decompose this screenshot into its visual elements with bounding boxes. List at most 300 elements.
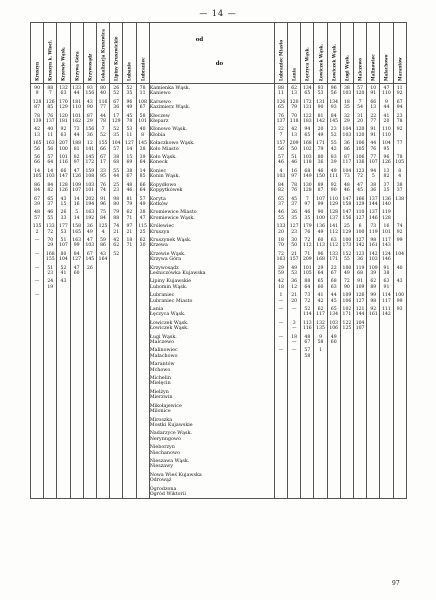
table-cell: 76 74 — [96, 181, 109, 195]
table-cell: 23 78 — [393, 112, 406, 126]
table-cell — [380, 485, 393, 499]
table-cell — [123, 264, 136, 278]
table-cell: 7 52 — [96, 125, 109, 139]
table-row — [31, 236, 407, 250]
table-cell — [110, 374, 123, 388]
table-cell — [123, 471, 136, 485]
column-header-label: Lubraniec Miasto — [278, 39, 284, 81]
place-names: Mikołajewice Milonice — [149, 402, 274, 416]
table-cell — [136, 374, 149, 388]
table-cell — [393, 346, 406, 360]
table-cell — [31, 346, 44, 360]
table-cell — [136, 416, 149, 430]
table-cell — [327, 360, 340, 374]
place-names: Koło Wąsk. Koneck — [149, 153, 274, 167]
table-cell — [123, 277, 136, 291]
table-cell — [44, 374, 57, 388]
table-cell: 63 91 — [380, 277, 393, 291]
table-cell — [288, 443, 301, 457]
table-cell — [301, 416, 314, 430]
table-cell — [354, 443, 367, 457]
table-cell — [314, 443, 327, 457]
table-cell: 91 91 — [367, 125, 380, 139]
route-header — [149, 23, 274, 84]
column-header-label: Krzywosądz — [87, 53, 93, 81]
table-cell — [314, 402, 327, 416]
table-cell: 43 15 — [57, 195, 70, 209]
table-cell: 110 127 — [354, 208, 367, 222]
place-names: Lania Łęczyca Wąsk. — [149, 305, 274, 319]
table-row — [31, 139, 407, 153]
table-cell: 81 79 — [123, 195, 136, 209]
table-cell: 51 107 — [57, 236, 70, 250]
table-cell — [393, 208, 406, 222]
table-cell — [301, 429, 314, 443]
table-cell — [136, 471, 149, 485]
right-column-header — [327, 23, 340, 84]
table-cell — [274, 416, 287, 430]
table-cell: 31 20 — [354, 112, 367, 126]
place-names: Kruszynek Wąsk. Krzewa — [149, 236, 274, 250]
place-names: Kłonowo Wąsk. Kłobia — [149, 125, 274, 139]
table-cell: 4 103 — [274, 167, 287, 181]
table-cell — [136, 291, 149, 305]
table-cell — [110, 485, 123, 499]
table-cell: 29 59 — [274, 264, 287, 278]
table-cell: 156 36 — [83, 125, 96, 139]
table-cell — [393, 429, 406, 443]
table-cell: 22 77 — [367, 112, 380, 126]
table-cell — [301, 374, 314, 388]
table-cell — [367, 374, 380, 388]
table-cell — [70, 416, 83, 430]
table-cell — [123, 388, 136, 402]
place-names: Lubraniec Lubraniec Miasto — [149, 291, 274, 305]
table-cell — [44, 471, 57, 485]
table-cell — [110, 264, 123, 278]
table-cell: 40 8 — [136, 125, 149, 139]
page-number: 97 — [392, 580, 400, 587]
table-cell — [380, 429, 393, 443]
table-cell — [96, 264, 109, 278]
table-cell — [123, 319, 136, 333]
table-cell: 59 86 — [96, 236, 109, 250]
table-cell: 103 106 — [327, 319, 340, 333]
table-cell — [83, 333, 96, 347]
table-cell: 38 36 — [367, 181, 380, 195]
table-cell: 47 110 — [380, 84, 393, 98]
table-cell — [110, 360, 123, 374]
table-cell: 43 164 — [96, 250, 109, 264]
table-cell: 26 35 — [288, 208, 301, 222]
table-cell: 42 13 — [288, 125, 301, 139]
table-cell: 126 127 — [354, 291, 367, 305]
table-cell: 123 36 — [354, 250, 367, 264]
table-cell: 78 11 — [136, 84, 149, 98]
table-cell: 33 95 — [96, 167, 109, 181]
table-cell: 117 143 — [380, 236, 393, 250]
table-cell: 36 12 — [288, 277, 301, 291]
table-cell: 24 19 — [44, 277, 57, 291]
table-cell: 133 20 — [274, 222, 287, 236]
right-column-header — [288, 23, 301, 84]
table-cell — [44, 416, 57, 430]
table-cell: 36 49 — [83, 222, 96, 236]
table-cell: 127 23 — [288, 222, 301, 236]
table-cell — [314, 374, 327, 388]
table-cell: — — [288, 346, 301, 360]
table-cell: 67 17 — [96, 153, 109, 167]
table-cell — [96, 291, 109, 305]
table-cell: 138 — [393, 195, 406, 209]
table-cell: — — [31, 250, 44, 264]
table-cell — [57, 485, 70, 499]
table-cell: 88 64 — [301, 277, 314, 291]
table-cell: 207 100 — [57, 139, 70, 153]
table-cell: 49 60 — [327, 333, 340, 347]
table-cell: — — [274, 333, 287, 347]
table-cell: 62 30 — [136, 236, 149, 250]
table-cell: 44 45 — [327, 291, 340, 305]
table-cell: 18 35 — [340, 98, 353, 112]
table-cell: 90 9 — [31, 84, 44, 98]
table-cell: 92 — [393, 125, 406, 139]
table-cell: 72 163 — [274, 250, 287, 264]
table-cell — [96, 416, 109, 430]
table-cell — [57, 443, 70, 457]
table-cell: 58 101 — [136, 112, 149, 126]
table-row — [31, 319, 407, 333]
table-cell — [354, 374, 367, 388]
table-cell: 48 57 — [31, 208, 44, 222]
table-cell: 10 91 — [367, 84, 380, 98]
table-cell: 25 23 — [110, 181, 123, 195]
table-cell: — — [31, 291, 44, 305]
table-cell — [44, 346, 57, 360]
table-cell: 103 101 — [83, 181, 96, 195]
table-cell: 68 149 — [301, 167, 314, 181]
table-cell — [31, 360, 44, 374]
table-cell — [123, 291, 136, 305]
left-column-header — [57, 23, 70, 84]
table-cell: 113 116 — [301, 319, 314, 333]
table-cell — [393, 457, 406, 471]
table-row — [31, 153, 407, 167]
table-cell: 132 63 — [57, 84, 70, 98]
column-header-label: Kruszyn k. Włocł. — [47, 39, 53, 81]
table-row — [31, 429, 407, 443]
table-cell: 89 87 — [314, 181, 327, 195]
table-cell: 68 63 — [327, 277, 340, 291]
table-cell: 100 173 — [340, 236, 353, 250]
table-cell — [83, 416, 96, 430]
table-row — [31, 443, 407, 457]
table-cell — [327, 388, 340, 402]
table-cell: 165 56 — [31, 139, 44, 153]
table-cell — [44, 360, 57, 374]
table-cell: 170 129 — [57, 98, 70, 112]
table-cell: 3 — — [288, 319, 301, 333]
left-column-header — [123, 23, 136, 84]
table-cell: 72 90 — [340, 277, 353, 291]
left-column-header — [31, 23, 44, 84]
table-cell: 87 29 — [83, 112, 96, 126]
table-cell: 87 117 — [340, 153, 353, 167]
table-cell: 78 76 — [288, 181, 301, 195]
table-cell: 22 67 — [327, 264, 340, 278]
table-cell — [31, 402, 44, 416]
table-row — [31, 264, 407, 278]
table-cell: 81 142 — [314, 112, 327, 126]
table-cell: 9 58 — [314, 333, 327, 347]
table-cell: 119 128 — [380, 208, 393, 222]
table-cell — [393, 374, 406, 388]
table-cell: 163 56 — [44, 139, 57, 153]
left-column-header — [83, 23, 96, 84]
table-cell — [136, 319, 149, 333]
table-cell: 114 117 — [380, 291, 393, 305]
table-cell: 73 72 — [301, 291, 314, 305]
table-cell — [57, 471, 70, 485]
table-cell: 65 37 — [274, 195, 287, 209]
table-cell — [70, 388, 83, 402]
table-cell: 109 106 — [340, 291, 353, 305]
table-cell: 52 41 — [57, 264, 70, 278]
table-cell: 65 37 — [44, 195, 57, 209]
right-column-header — [393, 23, 406, 84]
table-cell: 38 68 — [110, 153, 123, 167]
table-cell: 75 84 — [96, 208, 109, 222]
column-header-label: Malinowiec — [370, 54, 376, 81]
place-names: Malinowiec Małachowo — [149, 346, 274, 360]
table-cell — [274, 374, 287, 388]
table-cell: 14 85 — [136, 167, 149, 181]
left-column-header — [96, 23, 109, 84]
table-cell — [354, 416, 367, 430]
column-header-label: Lokalizacja Kruszwica — [100, 29, 106, 81]
table-cell: 48 67 — [301, 333, 314, 347]
table-row — [31, 457, 407, 471]
table-cell — [340, 443, 353, 457]
place-names: Ogrodzona Ogród Wiktorii — [149, 485, 274, 499]
table-cell — [274, 485, 287, 499]
table-cell — [83, 485, 96, 499]
table-cell: 74 21 — [110, 222, 123, 236]
table-cell — [31, 471, 44, 485]
table-cell: 122 183 — [301, 112, 314, 126]
table-cell: 119 68 — [354, 264, 367, 278]
table-cell: 116 77 — [96, 98, 109, 112]
table-cell — [83, 457, 96, 471]
table-cell — [70, 374, 83, 388]
table-cell: 76 137 — [274, 112, 287, 126]
table-cell: 84 145 — [327, 112, 340, 126]
table-cell — [44, 402, 57, 416]
table-cell: 26 52 — [110, 84, 123, 98]
from-label: od — [195, 37, 204, 43]
table-cell — [70, 485, 83, 499]
table-cell — [83, 443, 96, 457]
place-names: Łowiczek Wąsk. Łowiczek Wąsk. — [149, 319, 274, 333]
table-cell: 29 64 — [314, 264, 327, 278]
table-cell: 55 42 — [327, 139, 340, 153]
table-cell — [136, 485, 149, 499]
table-cell — [57, 291, 70, 305]
table-cell: 21 157 — [288, 250, 301, 264]
table-cell: 157 56 — [274, 139, 287, 153]
table-cell: 45 78 — [123, 112, 136, 126]
table-cell — [367, 429, 380, 443]
table-row — [31, 112, 407, 126]
table-cell — [354, 429, 367, 443]
table-cell — [393, 443, 406, 457]
table-cell: 133 72 — [44, 222, 57, 236]
table-cell: 26 — [83, 264, 96, 278]
table-cell: 107 99 — [314, 195, 327, 209]
table-cell — [367, 443, 380, 457]
table-cell: 100 99 — [393, 291, 406, 305]
table-cell: 126 85 — [44, 98, 57, 112]
table-cell: 14 16 — [70, 195, 83, 209]
table-cell — [274, 471, 287, 485]
table-cell — [340, 333, 353, 347]
table-cell: 73 119 — [367, 222, 380, 236]
table-cell: 43 — [57, 277, 70, 291]
table-cell: 1 — — [274, 291, 287, 305]
table-cell: 155 66 — [96, 139, 109, 153]
table-cell — [44, 291, 57, 305]
table-cell: 101 162 — [70, 112, 83, 126]
table-cell — [274, 388, 287, 402]
table-row — [31, 388, 407, 402]
table-row — [31, 471, 407, 485]
table-cell — [136, 402, 149, 416]
table-cell — [96, 443, 109, 457]
table-cell: 115 25 — [136, 222, 149, 236]
table-cell — [340, 374, 353, 388]
place-names: Ługi Wąsk. Malczewo — [149, 333, 274, 347]
table-cell — [110, 291, 123, 305]
table-cell — [70, 277, 83, 291]
table-cell — [44, 305, 57, 319]
table-cell — [70, 443, 83, 457]
place-names: Marantów Mchowo — [149, 360, 274, 374]
table-cell: 12 141 — [83, 139, 96, 153]
table-cell: 18 71 — [123, 236, 136, 250]
table-cell: 53 11 — [123, 125, 136, 139]
table-cell: 110 129 — [327, 195, 340, 209]
table-cell — [354, 402, 367, 416]
table-cell: 159 108 — [83, 167, 96, 181]
table-cell: 120 79 — [288, 98, 301, 112]
table-cell — [83, 429, 96, 443]
place-names: Królewiec Kruszyn — [149, 222, 274, 236]
table-cell: 88 11 — [274, 84, 287, 98]
table-cell: 22 7 — [274, 125, 287, 139]
table-cell — [354, 333, 367, 347]
table-cell: 38 37 — [393, 181, 406, 195]
table-cell: 172 131 — [301, 98, 314, 112]
table-cell: 44 78 — [96, 112, 109, 126]
table-cell — [314, 360, 327, 374]
table-cell — [393, 416, 406, 430]
table-cell — [314, 457, 327, 471]
table-cell: 47 45 — [354, 181, 367, 195]
table-cell: 104 73 — [340, 167, 353, 181]
table-cell — [57, 402, 70, 416]
table-cell: 99 98 — [367, 291, 380, 305]
table-cell: 46 35 — [301, 208, 314, 222]
right-column-header — [301, 23, 314, 84]
table-cell — [83, 319, 96, 333]
table-row — [31, 416, 407, 430]
table-cell — [110, 277, 123, 291]
table-cell — [288, 360, 301, 374]
table-cell: 120 181 — [57, 112, 70, 126]
table-cell: 67 94 — [393, 98, 406, 112]
place-names: Michelin Mielęcin — [149, 374, 274, 388]
table-cell: — — [274, 346, 287, 360]
table-cell — [83, 374, 96, 388]
table-cell: 62 117 — [314, 305, 327, 319]
table-cell — [123, 305, 136, 319]
table-cell — [288, 457, 301, 471]
table-cell: 67 39 — [31, 195, 44, 209]
table-cell — [301, 388, 314, 402]
table-cell — [123, 250, 136, 264]
table-cell — [57, 346, 70, 360]
table-cell — [367, 457, 380, 471]
table-cell — [301, 471, 314, 485]
table-cell — [31, 333, 44, 347]
table-cell — [274, 360, 287, 374]
table-cell: 171 79 — [314, 139, 327, 153]
table-cell — [31, 485, 44, 499]
table-cell: 109 107 — [70, 181, 83, 195]
table-cell: 77 107 — [367, 153, 380, 167]
table-cell — [70, 402, 83, 416]
table-cell: 16 101 — [380, 222, 393, 236]
table-cell — [110, 402, 123, 416]
table-cell: 7 97 — [301, 195, 314, 209]
table-cell: 101 116 — [57, 153, 70, 167]
table-cell — [367, 360, 380, 374]
table-cell — [354, 360, 367, 374]
table-cell — [393, 402, 406, 416]
table-row — [31, 84, 407, 98]
table-cell: 98 80 — [110, 195, 123, 209]
right-column-header — [380, 23, 393, 84]
table-cell: 66 13 — [367, 98, 380, 112]
table-cell — [314, 388, 327, 402]
table-cell: 65 134 — [327, 305, 340, 319]
table-cell — [110, 305, 123, 319]
table-cell — [340, 429, 353, 443]
table-cell: 57 46 — [274, 153, 287, 167]
table-cell — [57, 429, 70, 443]
table-cell: 145 38 — [136, 139, 149, 153]
distance-table — [30, 22, 407, 499]
place-names: Nowa Wieś Kujawska Odrowąż — [149, 471, 274, 485]
table-cell — [57, 305, 70, 319]
right-column-header — [274, 23, 287, 84]
table-cell — [393, 388, 406, 402]
table-cell: — — [31, 277, 44, 291]
table-cell — [123, 485, 136, 499]
table-cell — [110, 429, 123, 443]
table-cell — [136, 250, 149, 264]
table-row — [31, 333, 407, 347]
